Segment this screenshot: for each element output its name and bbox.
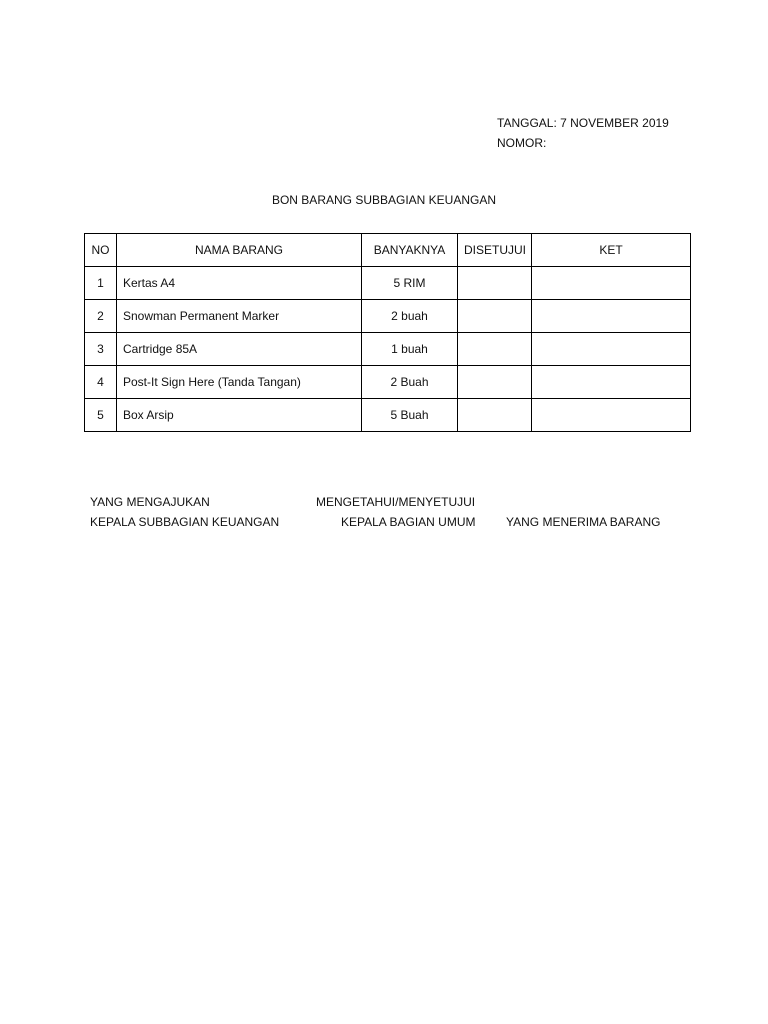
number-line: NOMOR: xyxy=(497,136,547,150)
receiver-role: YANG MENERIMA BARANG xyxy=(506,515,661,529)
document-title: BON BARANG SUBBAGIAN KEUANGAN xyxy=(271,193,497,207)
item-name: Box Arsip xyxy=(117,399,362,432)
submitter-heading: YANG MENGAJUKAN xyxy=(90,495,210,509)
item-note xyxy=(532,366,691,399)
column-header-item-name: NAMA BARANG xyxy=(117,234,362,267)
row-number: 5 xyxy=(85,399,117,432)
submitter-role: KEPALA SUBBAGIAN KEUANGAN xyxy=(90,515,280,529)
item-name: Kertas A4 xyxy=(117,267,362,300)
item-name: Post-It Sign Here (Tanda Tangan) xyxy=(117,366,362,399)
item-note xyxy=(532,333,691,366)
column-header-approved: DISETUJUI xyxy=(458,234,532,267)
item-quantity: 2 Buah xyxy=(362,366,458,399)
item-approved xyxy=(458,300,532,333)
table-row xyxy=(85,267,691,300)
item-name: Snowman Permanent Marker xyxy=(117,300,362,333)
row-number: 1 xyxy=(85,267,117,300)
document-title-row xyxy=(0,193,768,207)
table-row xyxy=(85,399,691,432)
item-quantity: 5 RIM xyxy=(362,267,458,300)
item-name: Cartridge 85A xyxy=(117,333,362,366)
date-line: TANGGAL: 7 NOVEMBER 2019 xyxy=(497,116,669,130)
approver-heading: MENGETAHUI/MENYETUJUI xyxy=(316,495,476,509)
table-row xyxy=(85,366,691,399)
table-header-row xyxy=(85,234,691,267)
item-approved xyxy=(458,333,532,366)
table-row xyxy=(85,333,691,366)
document-meta xyxy=(497,113,669,153)
row-number: 2 xyxy=(85,300,117,333)
column-header-note: KET xyxy=(532,234,691,267)
item-note xyxy=(532,267,691,300)
item-approved xyxy=(458,399,532,432)
table-row xyxy=(85,300,691,333)
item-quantity: 5 Buah xyxy=(362,399,458,432)
item-approved xyxy=(458,267,532,300)
column-header-quantity: BANYAKNYA xyxy=(362,234,458,267)
item-quantity: 1 buah xyxy=(362,333,458,366)
row-number: 4 xyxy=(85,366,117,399)
approver-role: KEPALA BAGIAN UMUM xyxy=(341,515,476,529)
items-table xyxy=(84,233,691,432)
row-number: 3 xyxy=(85,333,117,366)
item-note xyxy=(532,300,691,333)
item-note xyxy=(532,399,691,432)
item-quantity: 2 buah xyxy=(362,300,458,333)
column-header-no: NO xyxy=(85,234,117,267)
item-approved xyxy=(458,366,532,399)
